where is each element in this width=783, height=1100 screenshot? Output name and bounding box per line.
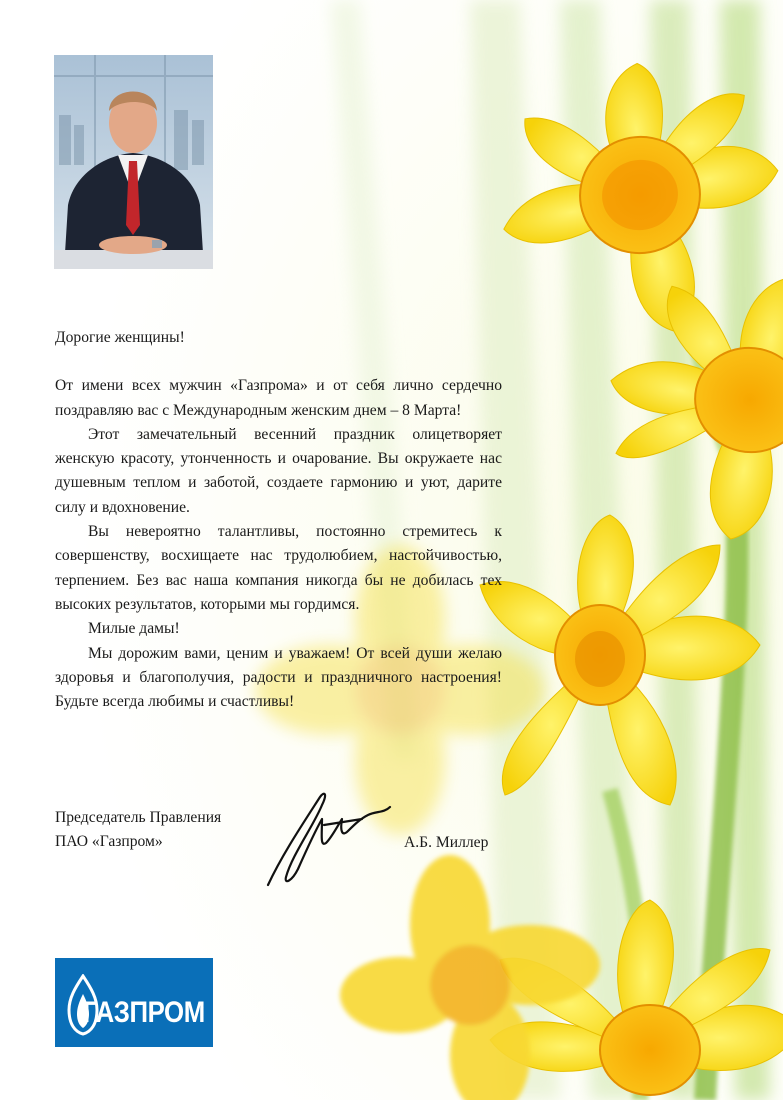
letter-greeting: Дорогие женщины! bbox=[55, 329, 185, 346]
portrait-photo bbox=[54, 55, 213, 269]
company-logo bbox=[55, 958, 213, 1047]
letter-body bbox=[55, 326, 502, 714]
logo-wordmark: ГАЗПРОМ bbox=[83, 996, 205, 1029]
letter-paragraph: Этот замечательный весенний праздник олицетворяет женскую красоту, утонченность и очарование. Вы окружаете нас душевным теплом и заботой, создаете гармонию и уют, дарите силу и вдохновение. bbox=[55, 425, 502, 516]
position-title: Председатель Правления bbox=[55, 809, 222, 826]
letter-paragraph: Вы невероятно талантливы, постоянно стремитесь к совершенству, восхищаете нас трудолюбием, настойчивостью, терпением. Без вас наша компания никогда бы не добилась тех высоких результатов, которыми мы гордимся. bbox=[55, 523, 502, 613]
signatory-name: А.Б. Миллер bbox=[404, 834, 489, 851]
letter-paragraph: Милые дамы! bbox=[88, 620, 180, 638]
signatory-position bbox=[55, 806, 285, 855]
letter-paragraph: От имени всех мужчин «Газпрома» и от себя лично сердечно поздравляю вас с Международным женским днем – 8 Марта! bbox=[55, 377, 502, 419]
letter-paragraph: Мы дорожим вами, ценим и уважаем! От всей души желаю здоровья и благополучия, радости и праздничного настроения! Будьте всегда любимы и счастливы! bbox=[55, 644, 502, 711]
handwritten-signature bbox=[262, 785, 402, 895]
company-name: ПАО «Газпром» bbox=[55, 833, 163, 851]
